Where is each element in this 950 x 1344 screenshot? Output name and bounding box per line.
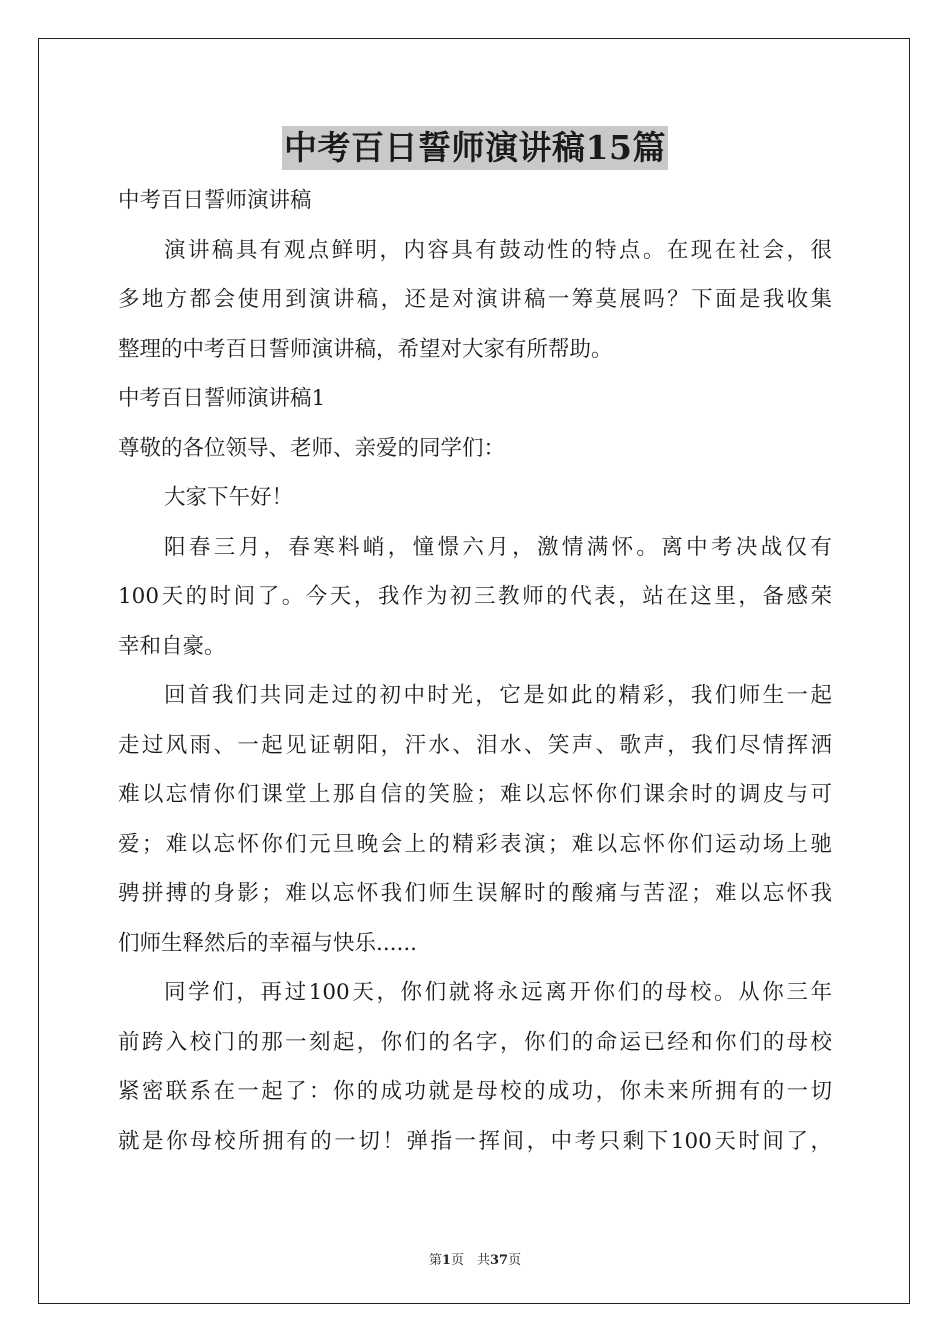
greeting: 大家下午好！ — [164, 485, 294, 510]
section-heading: 中考百日誓师演讲稿1 — [118, 386, 326, 411]
paragraph-line: 100天的时间了。今天，我作为初三教师的代表，站在这里，备感荣 — [118, 584, 832, 609]
paragraph-line: 阳春三月，春寒料峭，憧憬六月，激情满怀。离中考决战仅有 — [164, 534, 832, 560]
paragraph-line: 整理的中考百日誓师演讲稿，希望对大家有所帮助。 — [118, 336, 613, 362]
paragraph-line: 回首我们共同走过的初中时光，它是如此的精彩，我们师生一起 — [164, 683, 832, 708]
section-heading: 中考百日誓师演讲稿 — [118, 188, 312, 213]
title-wrap — [0, 126, 950, 170]
page-footer — [0, 1249, 950, 1268]
paragraph-line: 骋拼搏的身影；难以忘怀我们师生误解时的酸痛与苦涩；难以忘怀我 — [118, 881, 832, 906]
paragraph-line: 演讲稿具有观点鲜明，内容具有鼓动性的特点。在现在社会，很 — [164, 237, 832, 263]
paragraph-line: 爱；难以忘怀你们元旦晚会上的精彩表演；难以忘怀你们运动场上驰 — [118, 831, 832, 857]
paragraph-line: 幸和自豪。 — [118, 633, 226, 659]
paragraph-line: 同学们，再过100天，你们就将永远离开你们的母校。从你三年 — [164, 980, 832, 1005]
paragraph-line: 多地方都会使用到演讲稿，还是对演讲稿一筹莫展吗？下面是我收集 — [118, 287, 832, 312]
footer-prefix: 第 — [428, 1253, 442, 1268]
total-page-count: 37 — [489, 1253, 509, 1268]
paragraph-line: 难以忘情你们课堂上那自信的笑脸；难以忘怀你们课余时的调皮与可 — [118, 782, 832, 807]
paragraph-line: 前跨入校门的那一刻起，你们的名字，你们的命运已经和你们的母校 — [118, 1029, 832, 1055]
document-title: 中考百日誓师演讲稿15篇 — [282, 126, 668, 170]
footer-middle: 页 共 — [450, 1253, 490, 1268]
paragraph-line: 走过风雨、一起见证朝阳，汗水、泪水、笑声、歌声，我们尽情挥洒 — [118, 732, 832, 758]
paragraph-line: 紧密联系在一起了：你的成功就是母校的成功，你未来所拥有的一切 — [118, 1079, 832, 1104]
current-page-number: 1 — [441, 1253, 451, 1268]
paragraph-line: 就是你母校所拥有的一切！弹指一挥间，中考只剩下100天时间了， — [118, 1128, 832, 1154]
salutation: 尊敬的各位领导、老师、亲爱的同学们： — [118, 435, 506, 461]
document-body — [118, 176, 832, 1166]
paragraph-line: 们师生释然后的幸福与快乐...... — [118, 930, 418, 956]
footer-suffix: 页 — [508, 1253, 522, 1268]
